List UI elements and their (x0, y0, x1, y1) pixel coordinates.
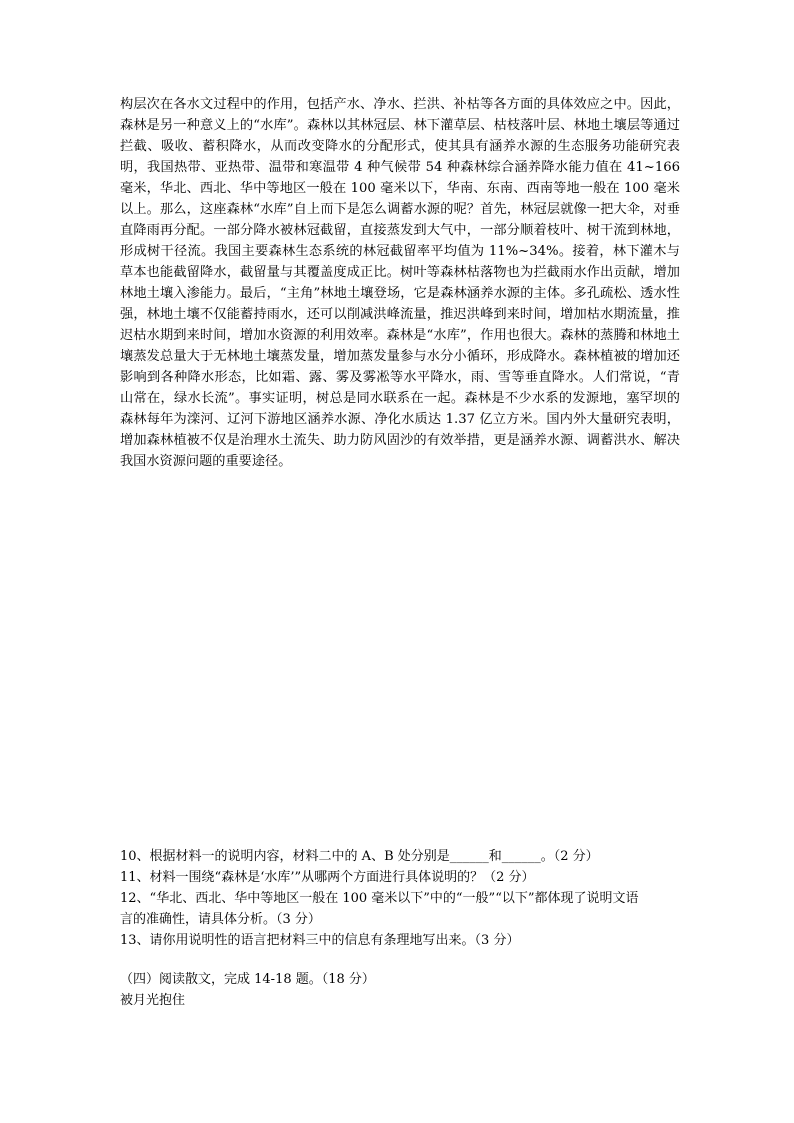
question-12: 12、“华北、西北、华中等地区一般在 100 毫米以下”中的“一般”“以下”都体现了说明文语言的准确性，请具体分析。（3 分） (120, 891, 639, 927)
section-heading: （四）阅读散文，完成 14-18 题。（18 分） (120, 972, 375, 987)
question-11: 11、材料一围绕“森林是‘水库’”从哪两个方面进行具体说明的？（2 分） (120, 870, 535, 885)
question-12-line (120, 888, 640, 930)
question-10: 10、根据材料一的说明内容，材料二中的 A、B 处分别是______和______。（2 分） (120, 849, 599, 864)
question-13: 13、请你用说明性的语言把材料三中的信息有条理地写出来。（3 分） (120, 933, 520, 948)
reading-passage (120, 94, 680, 472)
essay-title: 被月光抱住 (120, 993, 186, 1008)
question-list (120, 846, 700, 951)
passage-paragraph: 构层次在各水文过程中的作用，包括产水、净水、拦洪、补枯等各方面的具体效应之中。因此，森林是另一种意义上的“水库”。森林以其林冠层、林下灌草层、枯枝落叶层、林地土壤层等通过拦截、吸收、蓄积降水，从而改变降水的分配形式，使其具有涵养水源的生态服务功能研究表明，我国热带、亚热带、温带和寒温带 4 种气候带 54 种森林综合涵养降水能力值在 41~166 毫米，华北、西北、华中等地区一般在 100 毫米以下，华南、东南、西南等地一般在 100 毫米以上。那么，这座森林“水库”自上而下是怎么调蓄水源的呢？首先，林冠层就像一把大伞，对垂直降雨再分配。一部分降水被林冠截留，直接蒸发到大气中，一部分顺着枝叶、树干流到林地，形成树干径流。我国主要森林生态系统的林冠截留率平均值为 11%~34%。接着，林下灌木与草本也能截留降水，截留量与其覆盖度成正比。树叶等森林枯落物也为拦截雨水作出贡献，增加林地土壤入渗能力。最后，“主角”林地土壤登场，它是森林涵养水源的主体。多孔疏松、透水性强，林地土壤不仅能蓄持雨水，还可以削减洪峰流量，推迟洪峰到来时间，增加枯水期流量，推迟枯水期到来时间，增加水资源的利用效率。森林是“水库”，作用也很大。森林的蒸腾和林地土壤蒸发总量大于无林地土壤蒸发量，增加蒸发量参与水分小循环，形成降水。森林植被的增加还影响到各种降水形态，比如霜、露、雾及雾凇等水平降水，雨、雪等垂直降水。人们常说，“青山常在，绿水长流”。事实证明，树总是同水联系在一起。森林是不少水系的发源地，塞罕坝的森林每年为滦河、辽河下游地区涵养水源、净化水质达 1.37 亿立方米。国内外大量研究表明，增加森林植被不仅是治理水土流失、助力防风固沙的有效举措，更是涵养水源、调蓄洪水、解决我国水资源问题的重要途径。 (120, 97, 680, 469)
section-four (120, 969, 700, 1011)
